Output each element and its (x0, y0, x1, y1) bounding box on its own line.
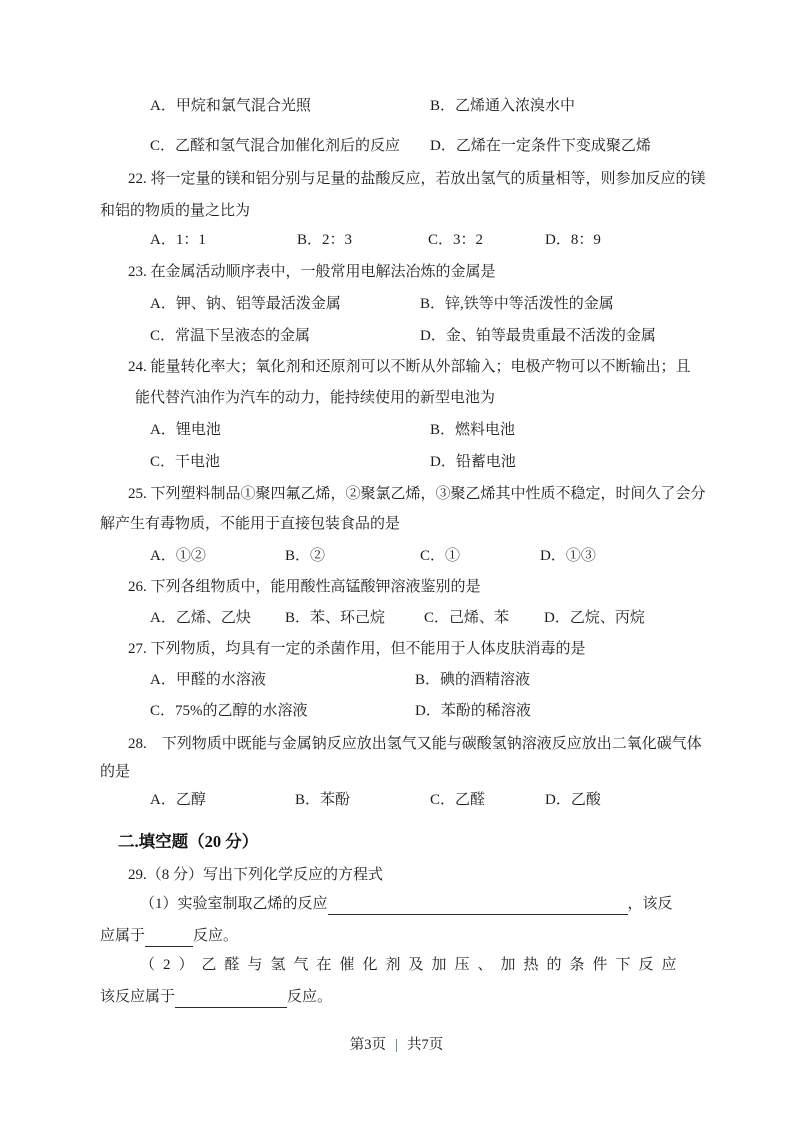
q21-option-a: A．甲烷和氯气混合光照 (150, 98, 311, 114)
q29-part2b-prefix: 该反应属于 (100, 989, 176, 1005)
q29-part2b-line (100, 986, 332, 1008)
q29-part2b-suffix: 反应。 (287, 989, 333, 1005)
q28-option-d: D．乙酸 (545, 792, 601, 808)
footer-total-pages: 共7页 (406, 1037, 444, 1053)
q22-stem-line2: 和铝的物质的量之比为 (100, 203, 251, 219)
q25-option-b: B．② (285, 548, 326, 564)
answer-blank-reaction-type-2 (175, 992, 287, 1008)
q27-option-a: A．甲醛的水溶液 (150, 672, 266, 688)
q21-option-b: B．乙烯通入浓溴水中 (430, 98, 576, 114)
q22-stem-line1: 22. 将一定量的镁和铝分别与足量的盐酸反应，若放出氢气的质量相等，则参加反应的镁 (128, 171, 706, 187)
q26-option-c: C．己烯、苯 (424, 610, 510, 626)
q29-part1b-prefix: 应属于 (100, 928, 146, 944)
q22-option-c: C．3：2 (428, 232, 484, 248)
q26-option-b: B．苯、环己烷 (285, 610, 386, 626)
q26-option-d: D．乙烷、丙烷 (544, 610, 645, 626)
q24-stem-line2: 能代替汽油作为汽车的动力，能持续使用的新型电池为 (135, 390, 496, 406)
footer-separator: | (395, 1037, 398, 1053)
q22-option-d: D．8：9 (545, 232, 601, 248)
q29-part2-line: （2）乙醛与氢气在催化剂及加压、加热的条件下反应 (140, 957, 685, 973)
page-footer (0, 1034, 793, 1056)
q26-stem: 26. 下列各组物质中，能用酸性高锰酸钾溶液鉴别的是 (128, 579, 481, 595)
q28-stem-line1: 28. 下列物质中既能与金属钠反应放出氢气又能与碳酸氢钠溶液反应放出二氧化碳气体 (128, 736, 702, 752)
q28-stem-line2: 的是 (100, 764, 131, 780)
q28-option-a: A．乙醇 (150, 792, 206, 808)
q24-option-c: C．干电池 (150, 454, 221, 470)
q27-stem: 27. 下列物质，均具有一定的杀菌作用，但不能用于人体皮肤消毒的是 (128, 641, 586, 657)
q23-option-b: B．锌,铁等中等活泼性的金属 (420, 296, 614, 312)
q29-stem: 29.（8 分）写出下列化学反应的方程式 (128, 867, 384, 883)
q25-stem-line1: 25. 下列塑料制品①聚四氟乙烯，②聚氯乙烯，③聚乙烯其中性质不稳定，时间久了会分 (128, 486, 706, 502)
q29-part1-prefix: （1）实验室制取乙烯的反应 (140, 896, 328, 912)
q21-option-d: D．乙烯在一定条件下变成聚乙烯 (430, 138, 651, 154)
q26-option-a: A．乙烯、乙炔 (150, 610, 251, 626)
q29-part1-line (140, 893, 673, 915)
q27-option-b: B．碘的酒精溶液 (415, 672, 531, 688)
q21-option-c: C．乙醛和氢气混合加催化剂后的反应 (150, 138, 401, 154)
q24-option-a: A．锂电池 (150, 422, 221, 438)
section-header-fill-in: 二.填空题（20 分） (118, 832, 259, 851)
q22-option-a: A．1：1 (150, 232, 206, 248)
q27-option-d: D．苯酚的稀溶液 (415, 703, 531, 719)
q25-option-d: D．①③ (540, 548, 596, 564)
q23-option-d: D．金、铂等最贵重最不活泼的金属 (420, 328, 656, 344)
q23-option-a: A．钾、钠、铝等最活泼金属 (150, 296, 341, 312)
q24-stem-line1: 24. 能量转化率大；氧化剂和还原剂可以不断从外部输入；电极产物可以不断输出；且 (128, 359, 691, 375)
q27-option-c: C．75%的乙醇的水溶液 (150, 703, 308, 719)
q24-option-b: B．燃料电池 (430, 422, 516, 438)
answer-blank-reaction-type (145, 931, 193, 947)
q24-option-d: D．铅蓄电池 (430, 454, 516, 470)
q23-stem: 23. 在金属活动顺序表中，一般常用电解法冶炼的金属是 (128, 264, 496, 280)
q28-option-c: C．乙醛 (430, 792, 486, 808)
q29-part1b-suffix: 反应。 (193, 928, 239, 944)
q28-option-b: B．苯酚 (295, 792, 351, 808)
footer-page-number: 第3页 (349, 1037, 387, 1053)
q29-part1-suffix: ，该反 (627, 896, 673, 912)
q23-option-c: C．常温下呈液态的金属 (150, 328, 311, 344)
q29-part1b-line (100, 925, 238, 947)
q25-option-a: A．①② (150, 548, 206, 564)
q25-stem-line2: 解产生有毒物质，不能用于直接包装食品的是 (100, 516, 401, 532)
q22-option-b: B．2：3 (297, 232, 353, 248)
q25-option-c: C．① (420, 548, 461, 564)
answer-blank-equation (328, 899, 628, 915)
